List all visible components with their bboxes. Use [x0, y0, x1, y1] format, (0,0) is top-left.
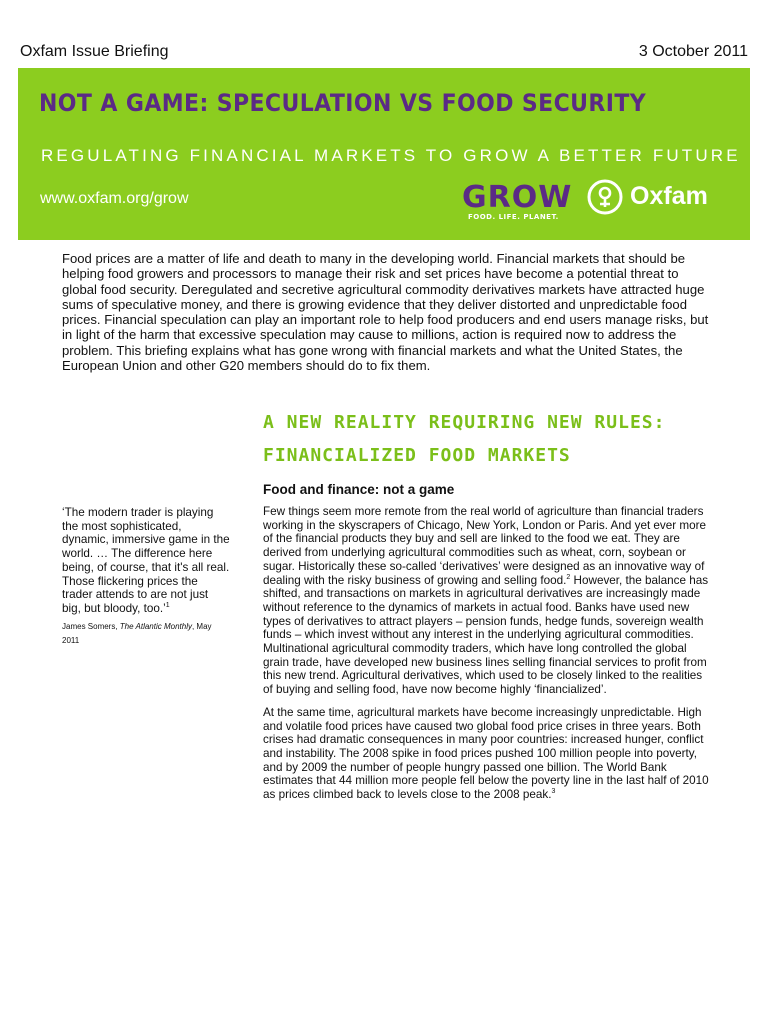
section-subheading: Food and finance: not a game — [263, 482, 455, 497]
main-body — [263, 505, 713, 811]
footnote-marker-1[interactable]: 1 — [165, 601, 170, 609]
quote-source — [62, 620, 230, 648]
title-banner — [18, 68, 750, 240]
intro-paragraph: Food prices are a matter of life and death to many in the developing world. Financial markets that should be helping food growers and processors to manage their risk and set prices have become a potential threat to global food security. Deregulated and secretive agricultural commodity derivatives markets have attracted huge sums of speculative money, and there is growing evidence that they deliver distorted and unpredictable food prices. Financial speculation can play an important role to help food producers and end users manage risks, but in light of the harm that excessive speculation may cause to millions, action is required now to address the problem. This briefing explains what has gone wrong with financial markets and what the United States, the European Union and other G20 members should do to fix them. — [62, 251, 709, 374]
quote-text: ‘The modern trader is playing the most sophisticated, dynamic, immersive game in the world. … The difference here being, of course, that it's all real. Those flickering prices the trader attends to are not just big, but bloody, too.’ — [62, 506, 230, 615]
section-heading-line-2: FINANCIALIZED FOOD MARKETS — [263, 445, 571, 466]
quote-text-block — [62, 506, 230, 616]
document-subtitle: REGULATING FINANCIAL MARKETS TO GROW A BETTER FUTURE — [41, 146, 741, 165]
quote-publication: The Atlantic Monthly — [119, 621, 192, 631]
footnote-marker-3[interactable]: 3 — [551, 788, 556, 796]
body-paragraph-2 — [263, 706, 713, 802]
grow-logo-tagline: FOOD. LIFE. PLANET. — [468, 213, 559, 221]
body-paragraph-1 — [263, 505, 713, 697]
body-paragraph-1-part-b: However, the balance has shifted, and transactions on markets in agricultural derivatives are increasingly made without reference to the dynamics of markets in actual food. Banks have used new types of derivatives to attract players – pension funds, hedge funds, sovereign wealth funds – which invest without any interest in the underlying agricultural commodities. Multinational agricultural commodity traders, which have long controlled the global grain trade, have developed new business lines selling financial services to profit from this new trend. Agricultural derivatives, which used to be closely linked to the realities of buying and selling food, have now become highly ‘financialized’. — [263, 573, 709, 697]
briefing-date: 3 October 2011 — [638, 43, 748, 60]
grow-logo — [462, 180, 572, 226]
sidebar-quote — [62, 506, 230, 648]
document-title: NOT A GAME: SPECULATION VS FOOD SECURITY — [39, 90, 647, 118]
grow-logo-word: GROW — [462, 180, 573, 215]
quote-date: , May 2011 — [62, 621, 212, 645]
oxfam-emblem-icon — [586, 178, 624, 216]
briefing-series: Oxfam Issue Briefing — [20, 43, 169, 60]
section-heading-line-1: A NEW REALITY REQUIRING NEW RULES: — [263, 412, 666, 433]
footnote-marker-2[interactable]: 2 — [566, 573, 571, 581]
campaign-url[interactable]: www.oxfam.org/grow — [40, 190, 189, 207]
oxfam-logo — [586, 178, 736, 218]
body-paragraph-2-text: At the same time, agricultural markets have become increasingly unpredictable. High and volatile food prices have caused two global food price crises in three years. Both crises had dramatic consequences in many poor countries: increased hunger, conflict and instability. The 2008 spike in food prices pushed 100 million people into poverty, and by 2009 the number of people hungry passed one billion. The World Bank estimates that 44 million more people fell below the poverty line in the last half of 2010 as prices climbed back to levels close to the 2008 peak. — [263, 705, 709, 802]
oxfam-logo-word: Oxfam — [630, 182, 708, 210]
body-paragraph-1-part-a: Few things seem more remote from the real world of agriculture than financial traders working in the skyscrapers of Chicago, New York, London or Paris. And yet ever more of the financial products they buy and sell are linked to the food we eat. They are derived from underlying agricultural commodities such as wheat, corn, soybean or sugar. Historically these so-called ‘derivatives’ were designed as an innovative way of dealing with the risky business of growing and selling food. — [263, 505, 707, 587]
quote-author: James Somers, — [62, 621, 120, 631]
